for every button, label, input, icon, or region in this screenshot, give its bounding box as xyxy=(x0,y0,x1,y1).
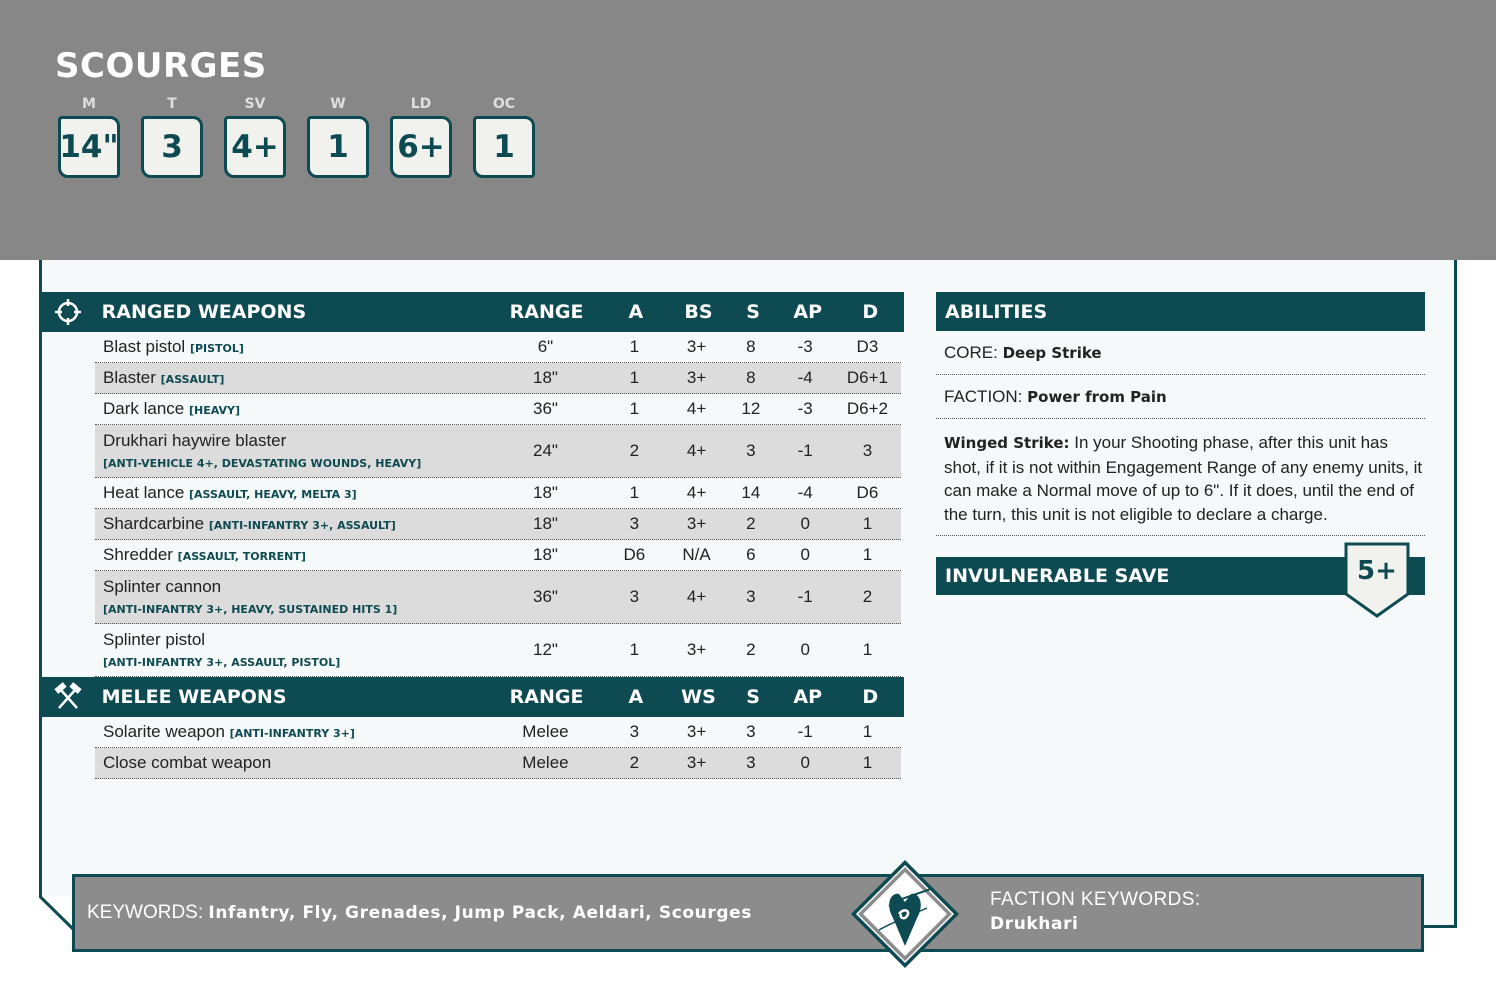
weapon-range-cell: 6" xyxy=(537,337,554,356)
keywords-value: Infantry, Fly, Grenades, Jump Pack, Aeldari, Scourges xyxy=(208,903,752,923)
divider xyxy=(936,418,1425,419)
weapon-name-cell xyxy=(95,367,490,388)
weapon-a-cell: 3 xyxy=(629,587,640,606)
table-row xyxy=(95,363,901,394)
weapon-name-cell xyxy=(95,576,490,619)
melee-weapons-rows xyxy=(42,717,904,779)
weapon-range-cell: 36" xyxy=(532,587,558,606)
stat-label: LD xyxy=(410,96,432,112)
table-row xyxy=(95,748,901,779)
stat-value: 14" xyxy=(58,116,120,178)
weapon-ap-cell: -4 xyxy=(797,368,813,387)
stat-label: W xyxy=(330,96,346,112)
weapon-name-cell xyxy=(95,513,490,534)
winged-strike-text: In your Shooting phase, after this unit has shot, if it is not within Engagement Range of any enemy units, it can make a Normal move of up to 6". If it does, until the end of the turn, this unit is not eligible to declare a charge. xyxy=(944,433,1423,524)
stat-label: OC xyxy=(492,96,516,112)
weapon-range-cell: Melee xyxy=(522,722,569,741)
weapon-d-cell: 3 xyxy=(862,441,873,460)
weapon-s-cell: 14 xyxy=(741,483,761,502)
invulnerable-save-header: INVULNERABLE SAVE xyxy=(936,557,1425,595)
winged-strike-ability xyxy=(944,431,1425,526)
weapon-name-cell xyxy=(95,430,490,473)
weapon-name: Blaster xyxy=(103,368,156,388)
weapon-keywords: [ANTI-INFANTRY 3+, HEAVY, SUSTAINED HITS 1] xyxy=(103,603,398,616)
weapon-name-cell xyxy=(95,721,490,742)
weapon-d-cell: D6+1 xyxy=(846,368,888,387)
stat-value: 3 xyxy=(141,116,203,178)
weapon-a-cell: 1 xyxy=(629,399,640,418)
column-header-a: A xyxy=(628,301,644,323)
drukhari-emblem-icon xyxy=(849,858,961,970)
weapon-d-cell: 1 xyxy=(862,545,873,564)
invulnerable-save-value: 5+ xyxy=(1357,556,1397,586)
weapon-keywords: [ANTI-INFANTRY 3+] xyxy=(229,727,355,741)
weapon-range-cell: 24" xyxy=(532,441,558,460)
stat-value: 1 xyxy=(307,116,369,178)
weapon-name-cell xyxy=(95,336,490,357)
weapon-range-cell: 18" xyxy=(532,514,558,533)
weapon-name: Splinter cannon xyxy=(103,576,222,596)
weapon-skill-cell: N/A xyxy=(682,545,711,564)
weapon-d-cell: 1 xyxy=(862,722,873,741)
stat-t xyxy=(141,96,203,178)
stat-value: 1 xyxy=(473,116,535,178)
weapon-keywords: [ASSAULT, TORRENT] xyxy=(177,550,306,564)
faction-label: FACTION: xyxy=(944,387,1023,406)
weapon-name: Dark lance xyxy=(103,399,185,419)
table-row xyxy=(95,509,901,540)
faction-keywords-label: FACTION KEYWORDS: xyxy=(990,889,1201,910)
weapon-range-cell: 18" xyxy=(532,483,558,502)
weapon-a-cell: 1 xyxy=(629,483,640,502)
melee-weapons-header xyxy=(42,677,904,717)
ranged-weapons-table xyxy=(42,292,904,677)
weapon-ap-cell: -4 xyxy=(797,483,813,502)
stat-value: 6+ xyxy=(390,116,452,178)
table-row xyxy=(95,540,901,571)
column-header-range: RANGE xyxy=(509,301,584,323)
divider xyxy=(936,535,1425,536)
weapon-name: Heat lance xyxy=(103,483,185,503)
weapon-keywords: [ANTI-VEHICLE 4+, DEVASTATING WOUNDS, HEAVY] xyxy=(103,457,422,470)
weapon-ap-cell: 0 xyxy=(800,545,810,564)
weapon-keywords: [ASSAULT] xyxy=(160,373,225,387)
stat-oc xyxy=(473,96,535,178)
stat-sv xyxy=(224,96,286,178)
weapon-name-cell xyxy=(95,629,490,672)
weapon-s-cell: 3 xyxy=(746,753,756,772)
column-header-ap: AP xyxy=(793,686,822,708)
weapon-ap-cell: -1 xyxy=(797,722,813,741)
ranged-weapons-header xyxy=(42,292,904,332)
weapon-name: Blast pistol xyxy=(103,337,186,357)
core-ability xyxy=(944,343,1425,363)
faction-keywords-value: Drukhari xyxy=(990,914,1079,934)
column-header-s: S xyxy=(746,301,760,323)
weapon-name: Shredder xyxy=(103,545,173,565)
weapon-ap-cell: 0 xyxy=(800,514,810,533)
unit-header xyxy=(0,0,1496,260)
table-row xyxy=(95,717,901,748)
core-label: CORE: xyxy=(944,343,998,362)
weapon-a-cell: 1 xyxy=(629,368,640,387)
weapon-s-cell: 8 xyxy=(746,368,756,387)
weapon-name: Solarite weapon xyxy=(103,722,225,742)
weapon-s-cell: 3 xyxy=(746,441,756,460)
weapon-a-cell: D6 xyxy=(623,545,646,564)
weapon-ap-cell: -1 xyxy=(797,587,813,606)
column-header-d: D xyxy=(862,686,879,708)
crosshair-icon xyxy=(42,297,94,327)
weapon-s-cell: 8 xyxy=(746,337,756,356)
weapon-a-cell: 2 xyxy=(629,753,640,772)
weapon-skill-cell: 4+ xyxy=(686,483,707,502)
winged-strike-title: Winged Strike: xyxy=(944,434,1070,452)
weapon-skill-cell: 3+ xyxy=(686,514,707,533)
weapon-d-cell: 1 xyxy=(862,753,873,772)
table-row xyxy=(95,571,901,624)
stat-w xyxy=(307,96,369,178)
table-row xyxy=(95,394,901,425)
weapon-d-cell: 1 xyxy=(862,514,873,533)
column-header-range: RANGE xyxy=(509,686,584,708)
stat-label: T xyxy=(167,96,177,112)
weapon-skill-cell: 3+ xyxy=(686,722,707,741)
melee-weapons-title: MELEE WEAPONS xyxy=(101,686,287,708)
divider xyxy=(936,374,1425,375)
weapon-name-cell xyxy=(95,482,490,503)
unit-name: SCOURGES xyxy=(55,46,267,86)
melee-weapons-table xyxy=(42,677,904,779)
ranged-weapons-title: RANGED WEAPONS xyxy=(101,301,307,323)
keywords-label: KEYWORDS: xyxy=(87,902,204,923)
stat-label: M xyxy=(82,96,96,112)
weapon-name-cell xyxy=(95,752,490,773)
faction-value: Power from Pain xyxy=(1027,388,1167,406)
weapon-range-cell: 18" xyxy=(532,368,558,387)
weapon-ap-cell: -1 xyxy=(797,441,813,460)
weapon-s-cell: 3 xyxy=(746,587,756,606)
stat-value: 4+ xyxy=(224,116,286,178)
weapon-s-cell: 12 xyxy=(741,399,761,418)
core-value: Deep Strike xyxy=(1002,344,1102,362)
weapon-keywords: [ASSAULT, HEAVY, MELTA 3] xyxy=(189,488,357,502)
keywords xyxy=(87,902,752,924)
column-header-a: A xyxy=(628,686,644,708)
weapon-s-cell: 6 xyxy=(746,545,756,564)
faction-ability xyxy=(944,387,1425,407)
weapon-d-cell: 1 xyxy=(862,640,873,659)
stat-label: SV xyxy=(244,96,266,112)
stat-m xyxy=(58,96,120,178)
weapon-skill-cell: 4+ xyxy=(686,587,707,606)
stat-ld xyxy=(390,96,452,178)
weapon-skill-cell: 3+ xyxy=(686,368,707,387)
column-header-ap: AP xyxy=(793,301,822,323)
weapon-s-cell: 2 xyxy=(746,640,756,659)
weapon-range-cell: Melee xyxy=(522,753,569,772)
weapon-a-cell: 1 xyxy=(629,337,640,356)
weapon-s-cell: 2 xyxy=(746,514,756,533)
weapon-d-cell: D6 xyxy=(856,483,879,502)
weapon-name-cell xyxy=(95,398,490,419)
weapon-range-cell: 36" xyxy=(532,399,558,418)
column-header-bs: BS xyxy=(684,301,713,323)
weapon-skill-cell: 3+ xyxy=(686,337,707,356)
weapon-a-cell: 2 xyxy=(629,441,640,460)
weapon-skill-cell: 4+ xyxy=(686,441,707,460)
weapon-keywords: [ANTI-INFANTRY 3+, ASSAULT] xyxy=(208,519,396,533)
column-header-d: D xyxy=(862,301,879,323)
weapon-keywords: [PISTOL] xyxy=(189,342,244,356)
weapon-keywords: [ANTI-INFANTRY 3+, ASSAULT, PISTOL] xyxy=(103,656,341,669)
weapon-skill-cell: 3+ xyxy=(686,640,707,659)
weapon-d-cell: 2 xyxy=(862,587,873,606)
weapon-d-cell: D6+2 xyxy=(846,399,888,418)
weapon-keywords: [HEAVY] xyxy=(189,404,241,418)
weapon-name: Close combat weapon xyxy=(103,753,272,773)
weapon-a-cell: 1 xyxy=(629,640,640,659)
abilities-header: ABILITIES xyxy=(936,292,1425,331)
table-row xyxy=(95,425,901,478)
weapon-skill-cell: 4+ xyxy=(686,399,707,418)
weapon-s-cell: 3 xyxy=(746,722,756,741)
table-row xyxy=(95,478,901,509)
weapon-a-cell: 3 xyxy=(629,722,640,741)
table-row xyxy=(95,332,901,363)
weapon-ap-cell: 0 xyxy=(800,753,810,772)
weapon-ap-cell: 0 xyxy=(800,640,810,659)
weapon-skill-cell: 3+ xyxy=(686,753,707,772)
column-header-ws: WS xyxy=(681,686,716,708)
column-header-s: S xyxy=(746,686,760,708)
weapon-range-cell: 18" xyxy=(532,545,558,564)
weapon-d-cell: D3 xyxy=(856,337,879,356)
weapon-a-cell: 3 xyxy=(629,514,640,533)
table-row xyxy=(95,624,901,677)
weapon-ap-cell: -3 xyxy=(797,399,813,418)
crossed-hammers-icon xyxy=(42,682,94,712)
weapon-ap-cell: -3 xyxy=(797,337,813,356)
weapon-name: Drukhari haywire blaster xyxy=(103,430,287,450)
ranged-weapons-rows xyxy=(42,332,904,677)
weapon-name: Shardcarbine xyxy=(103,514,205,534)
weapon-range-cell: 12" xyxy=(532,640,558,659)
weapon-name-cell xyxy=(95,544,490,565)
weapon-name: Splinter pistol xyxy=(103,629,206,649)
